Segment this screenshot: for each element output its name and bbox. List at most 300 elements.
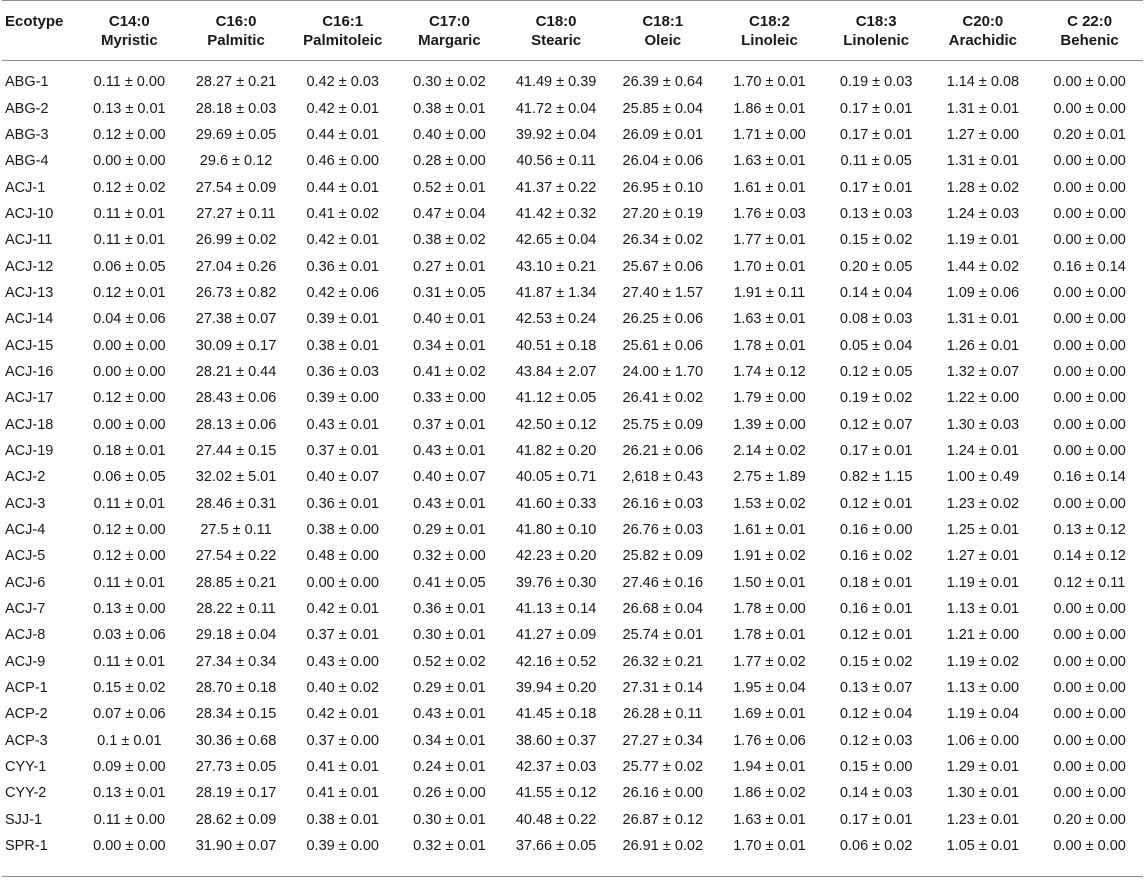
value-cell: 0.43 ± 0.01 — [413, 495, 486, 512]
value-cell: 1.24 ± 0.03 — [946, 205, 1020, 222]
value-cell: 26.04 ± 0.06 — [622, 153, 704, 170]
value-cell: 0.00 ± 0.00 — [1053, 284, 1126, 301]
ecotype-cell: ACJ-17 — [5, 390, 54, 407]
spacer-cell — [2, 61, 1143, 70]
value-cell: 0.44 ± 0.01 — [306, 179, 379, 196]
value-cell: 0.12 ± 0.00 — [93, 522, 166, 539]
value-cell: 0.38 ± 0.01 — [413, 100, 486, 117]
value-cell: 0.27 ± 0.01 — [413, 258, 486, 275]
value-cell: 0.40 ± 0.01 — [413, 311, 486, 328]
table-row — [2, 438, 1143, 464]
table-row — [2, 359, 1143, 385]
column-header — [1036, 1, 1143, 61]
value-cell: 28.43 ± 0.06 — [195, 390, 277, 407]
value-cell: 28.85 ± 0.21 — [195, 574, 277, 591]
table-row — [2, 332, 1143, 358]
column-header-name: Stearic — [531, 32, 582, 49]
value-cell: 0.13 ± 0.00 — [93, 601, 166, 618]
value-cell: 0.29 ± 0.01 — [413, 680, 486, 697]
value-cell: 43.10 ± 0.21 — [515, 258, 597, 275]
value-cell: 1.32 ± 0.07 — [946, 363, 1020, 380]
value-cell: 1.26 ± 0.01 — [946, 337, 1020, 354]
value-cell: 27.31 ± 0.14 — [622, 680, 704, 697]
column-header-code: C18:0 — [535, 13, 577, 30]
header-row — [2, 1, 1143, 61]
ecotype-cell: ACJ-3 — [5, 495, 46, 512]
value-cell: 1.78 ± 0.00 — [733, 601, 806, 618]
value-cell: 28.70 ± 0.18 — [195, 680, 277, 697]
value-cell: 31.90 ± 0.07 — [195, 838, 277, 855]
value-cell: 1.22 ± 0.00 — [946, 390, 1020, 407]
value-cell: 1.63 ± 0.01 — [733, 811, 806, 828]
value-cell: 26.28 ± 0.11 — [623, 706, 703, 723]
ecotype-cell: ACJ-11 — [5, 232, 53, 249]
value-cell: 0.26 ± 0.00 — [413, 785, 486, 802]
value-cell: 0.12 ± 0.01 — [839, 627, 913, 644]
value-cell: 41.37 ± 0.22 — [515, 179, 597, 196]
table-body — [2, 61, 1143, 860]
value-cell: 0.00 ± 0.00 — [1053, 785, 1126, 802]
value-cell: 0.17 ± 0.01 — [839, 179, 913, 196]
value-cell: 1.30 ± 0.01 — [946, 785, 1020, 802]
value-cell: 43.84 ± 2.07 — [515, 363, 597, 380]
column-header — [823, 1, 930, 61]
value-cell: 0.41 ± 0.02 — [413, 363, 486, 380]
value-cell: 0.12 ± 0.05 — [839, 363, 913, 380]
value-cell: 0.20 ± 0.05 — [839, 258, 913, 275]
value-cell: 41.55 ± 0.12 — [515, 785, 597, 802]
table-row — [2, 543, 1143, 569]
value-cell: 26.91 ± 0.02 — [622, 838, 704, 855]
value-cell: 28.13 ± 0.06 — [195, 416, 277, 433]
value-cell: 0.06 ± 0.05 — [93, 469, 166, 486]
value-cell: 1.31 ± 0.01 — [946, 100, 1020, 117]
value-cell: 29.18 ± 0.04 — [195, 627, 277, 644]
value-cell: 1.61 ± 0.01 — [733, 179, 806, 196]
value-cell: 39.76 ± 0.30 — [515, 574, 597, 591]
value-cell: 1.25 ± 0.01 — [946, 522, 1020, 539]
value-cell: 0.38 ± 0.00 — [306, 522, 379, 539]
value-cell: 0.18 ± 0.01 — [839, 574, 913, 591]
table-row — [2, 622, 1143, 648]
ecotype-cell: ACJ-13 — [5, 284, 54, 301]
value-cell: 41.42 ± 0.32 — [515, 205, 597, 222]
value-cell: 0.36 ± 0.03 — [306, 363, 379, 380]
value-cell: 0.00 ± 0.00 — [93, 153, 166, 170]
column-header-ecotype — [2, 1, 76, 61]
value-cell: 0.00 ± 0.00 — [1053, 680, 1126, 697]
ecotype-cell: ABG-4 — [5, 153, 49, 170]
value-cell: 0.24 ± 0.01 — [413, 759, 486, 776]
value-cell: 1.94 ± 0.01 — [733, 759, 806, 776]
value-cell: 26.68 ± 0.04 — [622, 601, 704, 618]
value-cell: 0.12 ± 0.00 — [93, 390, 166, 407]
value-cell: 0.12 ± 0.04 — [839, 706, 913, 723]
value-cell: 0.12 ± 0.00 — [93, 126, 166, 143]
value-cell: 42.37 ± 0.03 — [515, 759, 597, 776]
table-row — [2, 517, 1143, 543]
table-row — [2, 227, 1143, 253]
value-cell: 1.78 ± 0.01 — [733, 337, 806, 354]
ecotype-cell: ACJ-7 — [5, 601, 46, 618]
value-cell: 0.37 ± 0.01 — [413, 416, 486, 433]
value-cell: 0.43 ± 0.00 — [306, 653, 379, 670]
table-row — [2, 464, 1143, 490]
value-cell: 1.29 ± 0.01 — [946, 759, 1020, 776]
value-cell: 27.38 ± 0.07 — [195, 311, 277, 328]
value-cell: 0.41 ± 0.01 — [306, 785, 379, 802]
value-cell: 0.48 ± 0.00 — [306, 548, 379, 565]
value-cell: 0.52 ± 0.01 — [413, 179, 486, 196]
value-cell: 0.44 ± 0.01 — [306, 126, 379, 143]
ecotype-cell: ACJ-10 — [5, 205, 54, 222]
value-cell: 0.00 ± 0.00 — [1053, 232, 1126, 249]
value-cell: 0.17 ± 0.01 — [839, 811, 913, 828]
value-cell: 42.53 ± 0.24 — [515, 311, 597, 328]
value-cell: 42.23 ± 0.20 — [515, 548, 597, 565]
ecotype-cell: ACJ-1 — [5, 179, 46, 196]
value-cell: 0.39 ± 0.00 — [306, 838, 379, 855]
ecotype-cell: ABG-2 — [5, 100, 49, 117]
table-spacer-row — [2, 61, 1143, 70]
value-cell: 40.05 ± 0.71 — [515, 469, 597, 486]
column-header-code: C18:2 — [749, 13, 790, 30]
value-cell: 0.15 ± 0.00 — [839, 759, 913, 776]
value-cell: 29.6 ± 0.12 — [199, 153, 273, 170]
value-cell: 41.49 ± 0.39 — [515, 74, 597, 91]
value-cell: 26.16 ± 0.00 — [622, 785, 704, 802]
value-cell: 1.24 ± 0.01 — [946, 442, 1020, 459]
value-cell: 0.00 ± 0.00 — [1053, 653, 1126, 670]
table-row — [2, 253, 1143, 279]
value-cell: 0.12 ± 0.03 — [839, 732, 913, 749]
value-cell: 1.61 ± 0.01 — [733, 522, 806, 539]
value-cell: 27.54 ± 0.22 — [195, 548, 277, 565]
value-cell: 0.00 ± 0.00 — [1053, 759, 1126, 776]
value-cell: 28.27 ± 0.21 — [195, 74, 277, 91]
value-cell: 1.19 ± 0.04 — [946, 706, 1020, 723]
value-cell: 1.95 ± 0.04 — [733, 680, 806, 697]
table-row — [2, 69, 1143, 95]
table-row — [2, 122, 1143, 148]
value-cell: 1.69 ± 0.01 — [733, 706, 806, 723]
ecotype-cell: ACJ-9 — [5, 653, 46, 670]
column-header-name: Margaric — [418, 32, 481, 49]
value-cell: 0.12 ± 0.11 — [1053, 574, 1126, 591]
value-cell: 40.56 ± 0.11 — [516, 153, 596, 170]
value-cell: 28.62 ± 0.09 — [195, 811, 277, 828]
value-cell: 39.94 ± 0.20 — [515, 680, 597, 697]
table-row — [2, 675, 1143, 701]
ecotype-cell: ACJ-16 — [5, 363, 54, 380]
value-cell: 1.31 ± 0.01 — [946, 153, 1020, 170]
value-cell: 1.05 ± 0.01 — [946, 838, 1020, 855]
value-cell: 1.70 ± 0.01 — [733, 258, 806, 275]
value-cell: 1.91 ± 0.02 — [733, 548, 806, 565]
value-cell: 41.27 ± 0.09 — [515, 627, 597, 644]
value-cell: 0.37 ± 0.01 — [306, 627, 379, 644]
value-cell: 0.00 ± 0.00 — [93, 363, 166, 380]
value-cell: 27.44 ± 0.15 — [195, 442, 277, 459]
ecotype-cell: ACJ-8 — [5, 627, 46, 644]
value-cell: 0.00 ± 0.00 — [1053, 153, 1126, 170]
ecotype-cell: ACJ-4 — [5, 522, 46, 539]
value-cell: 41.45 ± 0.18 — [515, 706, 597, 723]
column-header-code: C17:0 — [428, 13, 470, 30]
table-row — [2, 201, 1143, 227]
value-cell: 1.77 ± 0.01 — [733, 232, 806, 249]
value-cell: 41.80 ± 0.10 — [515, 522, 597, 539]
table-row — [2, 280, 1143, 306]
value-cell: 42.50 ± 0.12 — [515, 416, 597, 433]
value-cell: 0.17 ± 0.01 — [839, 100, 913, 117]
column-header-name: Myristic — [100, 32, 158, 49]
value-cell: 1.19 ± 0.02 — [946, 653, 1020, 670]
column-header — [289, 1, 396, 61]
value-cell: 0.41 ± 0.05 — [413, 574, 486, 591]
value-cell: 0.30 ± 0.02 — [413, 74, 486, 91]
ecotype-cell: SPR-1 — [5, 838, 48, 855]
column-header — [503, 1, 610, 61]
value-cell: 0.04 ± 0.06 — [93, 311, 166, 328]
value-cell: 28.46 ± 0.31 — [195, 495, 277, 512]
value-cell: 0.41 ± 0.02 — [306, 205, 379, 222]
value-cell: 2.14 ± 0.02 — [733, 442, 806, 459]
value-cell: 0.36 ± 0.01 — [413, 601, 486, 618]
value-cell: 0.05 ± 0.04 — [839, 337, 913, 354]
value-cell: 0.18 ± 0.01 — [93, 442, 166, 459]
value-cell: 0.12 ± 0.07 — [839, 416, 913, 433]
value-cell: 0.38 ± 0.02 — [413, 232, 486, 249]
table-row — [2, 833, 1143, 859]
value-cell: 0.32 ± 0.01 — [413, 838, 486, 855]
value-cell: 26.95 ± 0.10 — [622, 179, 704, 196]
value-cell: 0.31 ± 0.05 — [413, 284, 486, 301]
value-cell: 0.47 ± 0.04 — [413, 205, 486, 222]
value-cell: 1.19 ± 0.01 — [946, 232, 1020, 249]
table-row — [2, 148, 1143, 174]
value-cell: 0.07 ± 0.06 — [93, 706, 166, 723]
column-header-code: C14:0 — [108, 13, 150, 30]
column-header-name: Behenic — [1060, 32, 1119, 49]
column-header — [183, 1, 290, 61]
value-cell: 27.04 ± 0.26 — [195, 258, 277, 275]
value-cell: 40.51 ± 0.18 — [515, 337, 597, 354]
value-cell: 26.16 ± 0.03 — [622, 495, 704, 512]
value-cell: 1.50 ± 0.01 — [733, 574, 806, 591]
value-cell: 1.70 ± 0.01 — [733, 74, 806, 91]
value-cell: 26.25 ± 0.06 — [622, 311, 704, 328]
value-cell: 27.54 ± 0.09 — [195, 179, 277, 196]
ecotype-cell: ACP-3 — [5, 732, 48, 749]
ecotype-cell: ACJ-12 — [5, 258, 54, 275]
value-cell: 26.73 ± 0.82 — [195, 284, 277, 301]
value-cell: 41.87 ± 1.34 — [515, 284, 597, 301]
value-cell: 1.70 ± 0.01 — [733, 838, 806, 855]
value-cell: 0.43 ± 0.01 — [413, 706, 486, 723]
value-cell: 0.42 ± 0.01 — [306, 601, 379, 618]
value-cell: 1.76 ± 0.03 — [733, 205, 806, 222]
column-header-code: C20:0 — [962, 13, 1004, 30]
value-cell: 0.00 ± 0.00 — [1053, 495, 1126, 512]
value-cell: 1.23 ± 0.01 — [946, 811, 1020, 828]
table-row — [2, 807, 1143, 833]
value-cell: 0.36 ± 0.01 — [306, 495, 379, 512]
value-cell: 27.20 ± 0.19 — [622, 205, 704, 222]
value-cell: 0.20 ± 0.00 — [1053, 811, 1126, 828]
value-cell: 0.00 ± 0.00 — [1053, 100, 1126, 117]
value-cell: 26.34 ± 0.02 — [622, 232, 704, 249]
value-cell: 26.21 ± 0.06 — [622, 442, 704, 459]
value-cell: 0.40 ± 0.00 — [413, 126, 486, 143]
ecotype-cell: ACP-1 — [5, 680, 48, 697]
value-cell: 0.06 ± 0.05 — [93, 258, 166, 275]
value-cell: 0.13 ± 0.12 — [1053, 522, 1126, 539]
table-bottom-rule — [2, 876, 1143, 877]
column-header — [396, 1, 503, 61]
column-header-code: C 22:0 — [1067, 13, 1113, 30]
value-cell: 0.37 ± 0.00 — [306, 732, 379, 749]
value-cell: 0.33 ± 0.00 — [413, 390, 486, 407]
value-cell: 0.00 ± 0.00 — [1053, 74, 1126, 91]
table-header — [2, 1, 1143, 61]
value-cell: 1.86 ± 0.02 — [733, 785, 806, 802]
table-row — [2, 95, 1143, 121]
column-header-code: C18:3 — [855, 13, 897, 30]
value-cell: 0.00 ± 0.00 — [1053, 311, 1126, 328]
value-cell: 0.32 ± 0.00 — [413, 548, 486, 565]
value-cell: 1.28 ± 0.02 — [946, 179, 1020, 196]
column-header — [716, 1, 823, 61]
value-cell: 32.02 ± 5.01 — [195, 469, 277, 486]
ecotype-cell: ACJ-14 — [5, 311, 54, 328]
value-cell: 0.42 ± 0.01 — [306, 232, 379, 249]
column-header-code: Ecotype — [5, 13, 64, 30]
value-cell: 1.71 ± 0.00 — [733, 126, 806, 143]
value-cell: 0.38 ± 0.01 — [306, 337, 379, 354]
value-cell: 0.34 ± 0.01 — [413, 732, 486, 749]
value-cell: 0.40 ± 0.07 — [306, 469, 379, 486]
value-cell: 42.65 ± 0.04 — [515, 232, 597, 249]
value-cell: 1.27 ± 0.00 — [946, 126, 1020, 143]
value-cell: 0.19 ± 0.03 — [839, 74, 913, 91]
value-cell: 1.74 ± 0.12 — [733, 363, 806, 380]
value-cell: 1.76 ± 0.06 — [733, 732, 806, 749]
value-cell: 0.12 ± 0.00 — [93, 548, 166, 565]
value-cell: 40.48 ± 0.22 — [515, 811, 597, 828]
value-cell: 0.13 ± 0.07 — [839, 680, 913, 697]
value-cell: 0.00 ± 0.00 — [1053, 205, 1126, 222]
value-cell: 25.61 ± 0.06 — [622, 337, 704, 354]
table-row — [2, 649, 1143, 675]
value-cell: 0.11 ± 0.05 — [840, 153, 912, 170]
value-cell: 41.13 ± 0.14 — [515, 601, 597, 618]
value-cell: 0.29 ± 0.01 — [413, 522, 486, 539]
value-cell: 25.74 ± 0.01 — [622, 627, 704, 644]
value-cell: 0.16 ± 0.01 — [839, 601, 913, 618]
value-cell: 41.12 ± 0.05 — [515, 390, 597, 407]
value-cell: 0.00 ± 0.00 — [93, 838, 166, 855]
value-cell: 1.09 ± 0.06 — [946, 284, 1020, 301]
value-cell: 0.00 ± 0.00 — [1053, 601, 1126, 618]
value-cell: 0.41 ± 0.01 — [306, 759, 379, 776]
value-cell: 0.12 ± 0.02 — [93, 179, 166, 196]
value-cell: 0.14 ± 0.04 — [839, 284, 913, 301]
value-cell: 29.69 ± 0.05 — [195, 126, 277, 143]
value-cell: 1.63 ± 0.01 — [733, 153, 806, 170]
value-cell: 26.09 ± 0.01 — [622, 126, 704, 143]
value-cell: 1.31 ± 0.01 — [946, 311, 1020, 328]
value-cell: 0.06 ± 0.02 — [839, 838, 913, 855]
value-cell: 27.5 ± 0.11 — [200, 522, 272, 539]
column-header — [76, 1, 183, 61]
value-cell: 1.13 ± 0.00 — [946, 680, 1020, 697]
column-header-name: Oleic — [644, 32, 682, 49]
value-cell: 2,618 ± 0.43 — [622, 469, 704, 486]
column-header-name: Linoleic — [741, 32, 798, 49]
value-cell: 1.00 ± 0.49 — [946, 469, 1020, 486]
value-cell: 1.63 ± 0.01 — [733, 311, 806, 328]
value-cell: 1.23 ± 0.02 — [946, 495, 1020, 512]
value-cell: 28.21 ± 0.44 — [195, 363, 277, 380]
value-cell: 28.18 ± 0.03 — [195, 100, 277, 117]
value-cell: 0.52 ± 0.02 — [413, 653, 486, 670]
value-cell: 1.86 ± 0.01 — [733, 100, 806, 117]
table-row — [2, 306, 1143, 332]
value-cell: 0.1 ± 0.01 — [97, 732, 162, 749]
value-cell: 0.03 ± 0.06 — [93, 627, 166, 644]
value-cell: 0.00 ± 0.00 — [1053, 706, 1126, 723]
value-cell: 0.00 ± 0.00 — [306, 574, 379, 591]
value-cell: 1.06 ± 0.00 — [946, 732, 1020, 749]
value-cell: 0.17 ± 0.01 — [839, 442, 913, 459]
value-cell: 0.00 ± 0.00 — [1053, 442, 1126, 459]
value-cell: 0.12 ± 0.01 — [839, 495, 913, 512]
value-cell: 0.39 ± 0.01 — [306, 311, 379, 328]
value-cell: 0.16 ± 0.02 — [839, 548, 913, 565]
column-header-code: C16:0 — [215, 13, 257, 30]
value-cell: 27.40 ± 1.57 — [622, 284, 704, 301]
value-cell: 25.67 ± 0.06 — [622, 258, 704, 275]
value-cell: 0.13 ± 0.01 — [93, 785, 166, 802]
value-cell: 0.00 ± 0.00 — [1053, 337, 1126, 354]
value-cell: 26.41 ± 0.02 — [622, 390, 704, 407]
value-cell: 0.15 ± 0.02 — [839, 232, 913, 249]
value-cell: 1.53 ± 0.02 — [733, 495, 806, 512]
value-cell: 0.00 ± 0.00 — [1053, 627, 1126, 644]
value-cell: 25.77 ± 0.02 — [622, 759, 704, 776]
value-cell: 1.30 ± 0.03 — [946, 416, 1020, 433]
value-cell: 1.27 ± 0.01 — [946, 548, 1020, 565]
table-row — [2, 596, 1143, 622]
ecotype-cell: ABG-3 — [5, 126, 49, 143]
ecotype-cell: ACJ-5 — [5, 548, 46, 565]
value-cell: 27.27 ± 0.34 — [622, 732, 704, 749]
value-cell: 25.82 ± 0.09 — [622, 548, 704, 565]
ecotype-cell: ABG-1 — [5, 74, 49, 91]
table-row — [2, 728, 1143, 754]
value-cell: 1.21 ± 0.00 — [946, 627, 1020, 644]
value-cell: 0.42 ± 0.03 — [306, 74, 379, 91]
value-cell: 41.82 ± 0.20 — [515, 442, 597, 459]
value-cell: 0.13 ± 0.01 — [93, 100, 166, 117]
value-cell: 1.79 ± 0.00 — [733, 390, 806, 407]
value-cell: 0.39 ± 0.00 — [306, 390, 379, 407]
value-cell: 0.08 ± 0.03 — [839, 311, 913, 328]
value-cell: 2.75 ± 1.89 — [733, 469, 806, 486]
ecotype-cell: CYY-2 — [5, 785, 47, 802]
value-cell: 25.85 ± 0.04 — [622, 100, 704, 117]
